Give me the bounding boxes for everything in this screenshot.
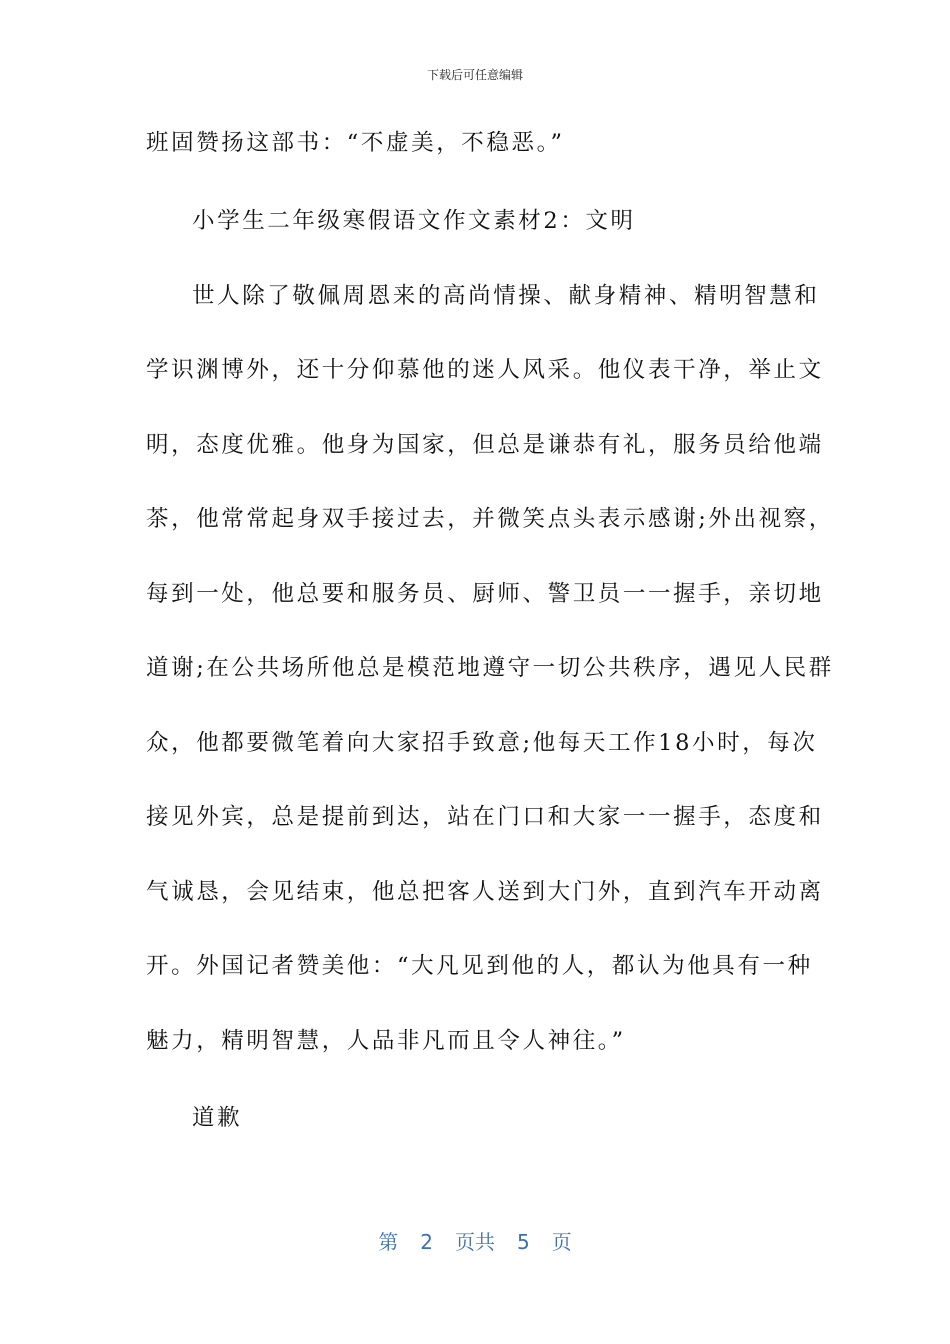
paragraph-line: 茶，他常常起身双手接过去，并微笑点头表示感谢;外出视察， — [146, 506, 834, 532]
footer-suffix: 页 — [551, 1230, 572, 1254]
paragraph-line: 每到一处，他总要和服务员、厨师、警卫员一一握手，亲切地 — [146, 581, 824, 607]
page-header: 下载后可任意编辑 — [426, 68, 523, 82]
footer-current-page: 2 — [420, 1230, 433, 1254]
paragraph-line: 魅力，精明智慧，人品非凡而且令人神往。” — [146, 1028, 626, 1054]
paragraph-line: 开。外国记者赞美他：“大凡见到他的人，都认为他具有一种 — [146, 953, 813, 979]
section-title: 道歉 — [192, 1105, 243, 1131]
footer-prefix: 第 — [378, 1230, 399, 1254]
footer-middle: 页共 — [455, 1230, 495, 1254]
page-footer — [0, 1226, 950, 1255]
paragraph-line: 道谢;在公共场所他总是模范地遵守一切公共秩序，遇见人民群 — [146, 655, 834, 681]
paragraph-line: 气诚恳，会见结束，他总把客人送到大门外，直到汽车开动离 — [146, 879, 824, 905]
paragraph-line: 众，他都要微笔着向大家招手致意;他每天工作18小时，每次 — [146, 730, 818, 756]
paragraph-line: 世人除了敬佩周恩来的高尚情操、献身精神、精明智慧和 — [192, 283, 820, 309]
footer-total-pages: 5 — [517, 1230, 530, 1254]
paragraph-line: 班固赞扬这部书：“不虚美，不稳恶。” — [146, 130, 565, 156]
paragraph-line: 明，态度优雅。他身为国家，但总是谦恭有礼，服务员给他端 — [146, 432, 824, 458]
section-title: 小学生二年级寒假语文作文素材2：文明 — [192, 208, 636, 234]
paragraph-line: 学识渊博外，还十分仰慕他的迷人风采。他仪表干净，举止文 — [146, 357, 824, 383]
paragraph-line: 接见外宾，总是提前到达，站在门口和大家一一握手，态度和 — [146, 804, 824, 830]
